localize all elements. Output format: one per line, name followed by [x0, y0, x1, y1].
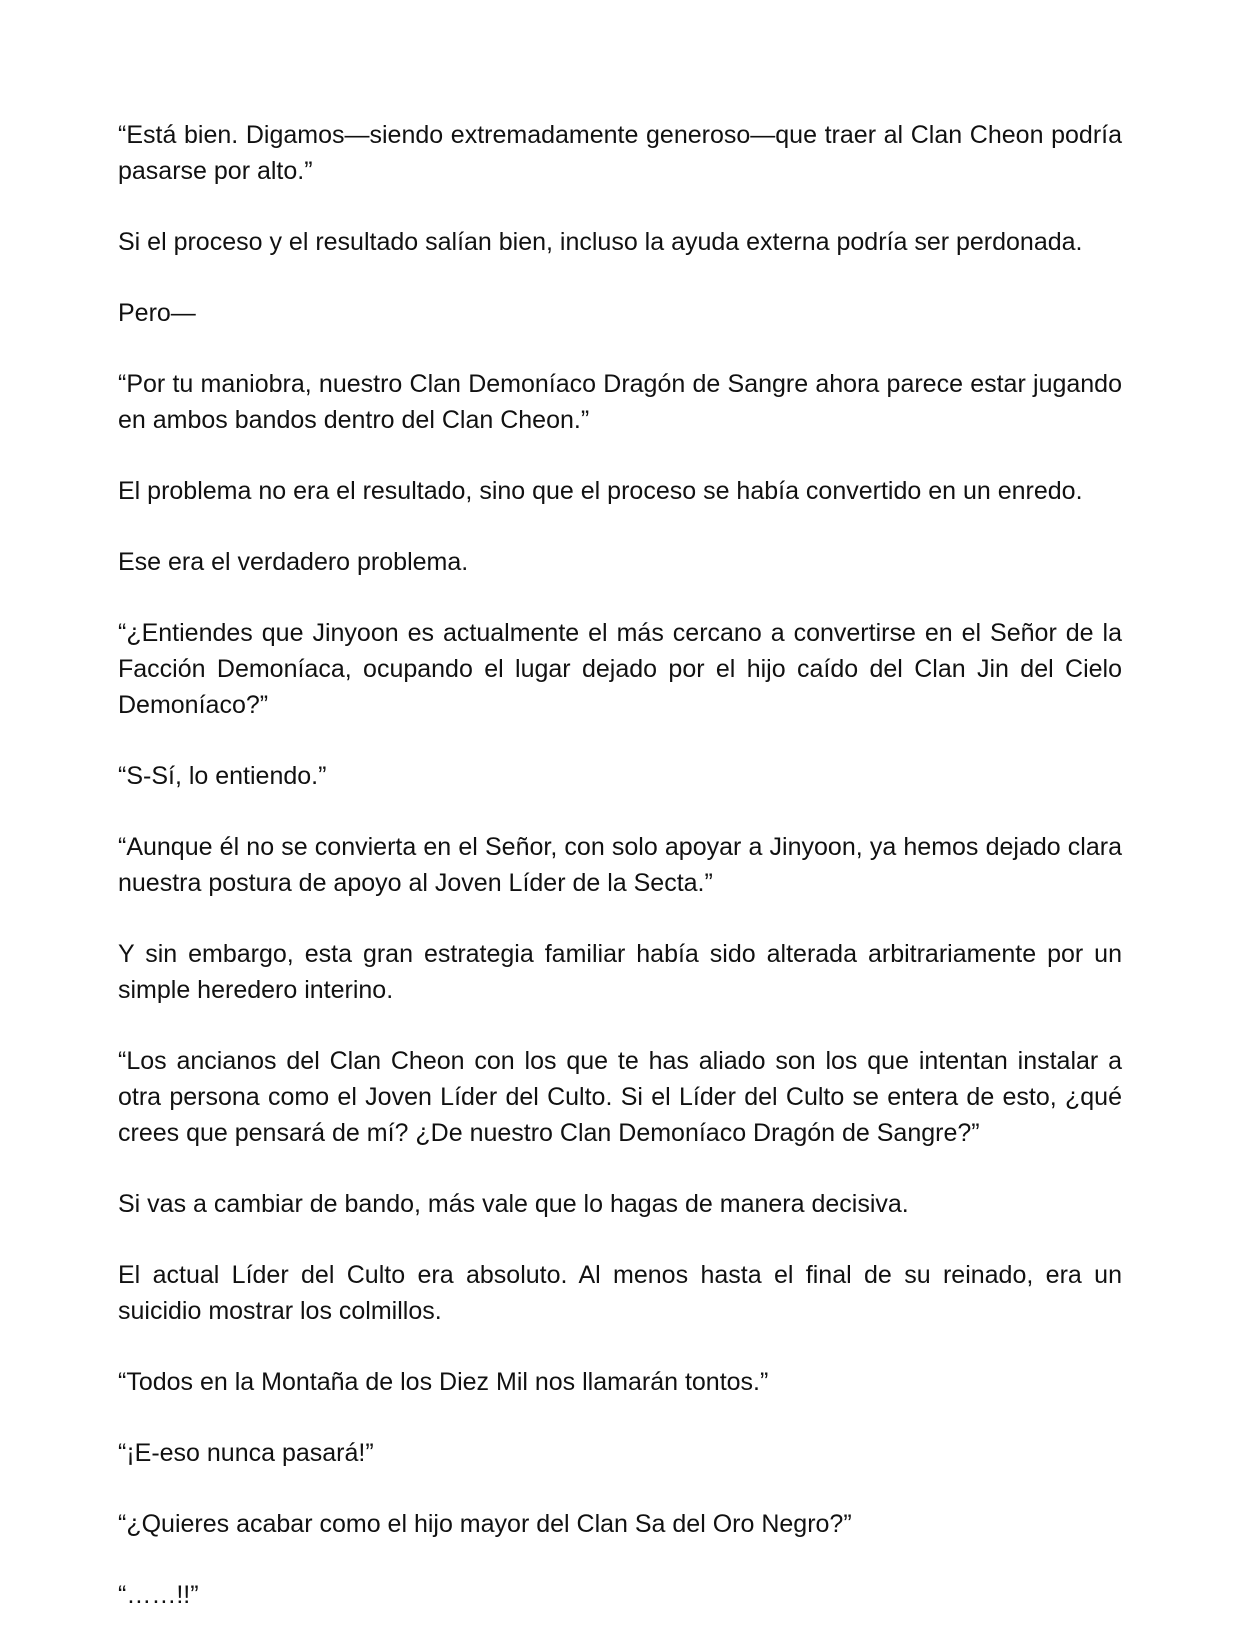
paragraph: El problema no era el resultado, sino que el proceso se había convertido en un enredo. — [118, 477, 1083, 505]
paragraph: “¡E-eso nunca pasará!” — [118, 1439, 374, 1467]
paragraph: “……!!” — [118, 1581, 199, 1609]
paragraph: “Aunque él no se convierta en el Señor, con solo apoyar a Jinyoon, ya hemos dejado clara nuestra postura de apoyo al Joven Líder de la Secta.” — [118, 833, 1122, 897]
paragraph: El actual Líder del Culto era absoluto. Al menos hasta el final de su reinado, era un suicidio mostrar los colmillos. — [118, 1261, 1122, 1325]
paragraph: Y sin embargo, esta gran estrategia familiar había sido alterada arbitrariamente por un simple heredero interino. — [118, 940, 1122, 1004]
paragraph: “Está bien. Digamos—siendo extremadamente generoso—que traer al Clan Cheon podría pasarse por alto.” — [118, 121, 1122, 185]
paragraph: Si el proceso y el resultado salían bien, incluso la ayuda externa podría ser perdonada. — [118, 228, 1083, 256]
paragraph: “Todos en la Montaña de los Diez Mil nos llamarán tontos.” — [118, 1368, 769, 1396]
paragraph: “Los ancianos del Clan Cheon con los que te has aliado son los que intentan instalar a otra persona como el Joven Líder del Culto. Si el Líder del Culto se entera de esto, ¿qué crees que pensará de mí? ¿De nuestro Clan Demoníaco Dragón de Sangre?” — [118, 1047, 1122, 1147]
paragraph: Ese era el verdadero problema. — [118, 548, 469, 576]
paragraph: Pero— — [118, 299, 196, 327]
paragraph: “Por tu maniobra, nuestro Clan Demoníaco Dragón de Sangre ahora parece estar jugando en ambos bandos dentro del Clan Cheon.” — [118, 370, 1122, 434]
paragraph: Si vas a cambiar de bando, más vale que lo hagas de manera decisiva. — [118, 1190, 909, 1218]
paragraph: “¿Quieres acabar como el hijo mayor del Clan Sa del Oro Negro?” — [118, 1510, 852, 1538]
paragraph: “S-Sí, lo entiendo.” — [118, 762, 327, 790]
paragraph: “¿Entiendes que Jinyoon es actualmente el más cercano a convertirse en el Señor de la Facción Demoníaca, ocupando el lugar dejado por el hijo caído del Clan Jin del Cielo Demoníaco?” — [118, 619, 1122, 719]
document-page — [118, 117, 1122, 1648]
